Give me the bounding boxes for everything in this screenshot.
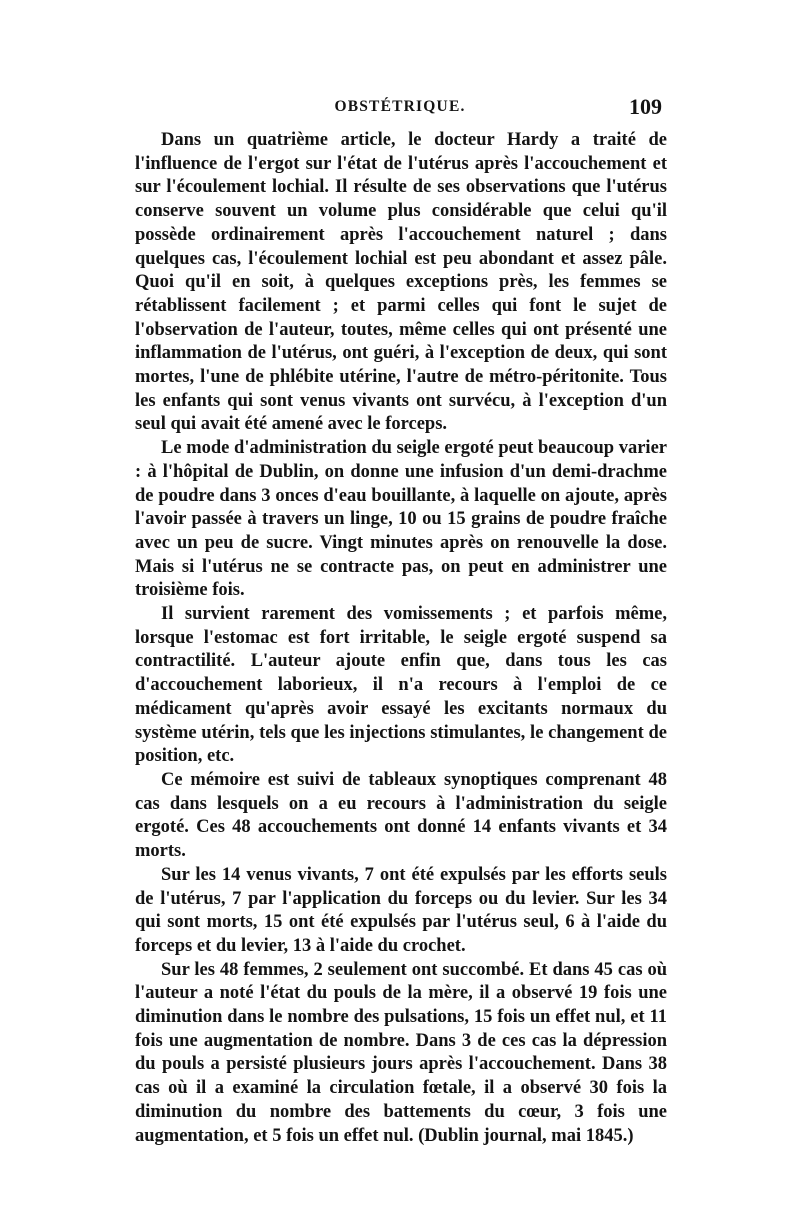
paragraph-tableaux: Ce mémoire est suivi de tableaux synoptiques comprenant 48 cas dans lesquels on a eu recours à l'administration du seigle ergoté. Ces 48 accouchements ont donné 14 enfants vivants et 34 morts. bbox=[135, 769, 667, 862]
paragraph-hardy-ergot: Dans un quatrième article, le docteur Hardy a traité de l'influence de l'ergot sur l'état de l'utérus après l'accouchement et sur l'écoulement lochial. Il résulte de ses observations que l'utérus conserve souvent un volume plus considérable que celui qu'il possède ordinairement après l'accouchement naturel ; dans quelques cas, l'écoulement lochial est peu abondant et assez pâle. Quoi qu'il en soit, à quelques exceptions près, les femmes se rétablissent facilement ; et parmi celles qui font le sujet de l'observation de l'auteur, toutes, même celles qui ont présenté une inflammation de l'utérus, ont guéri, à l'exception de deux, qui sont mortes, l'une de phlébite utérine, l'autre de métro-péritonite. Tous les enfants qui sont venus vivants ont survécu, à l'exception d'un seul qui avait été amené avec le forceps. bbox=[135, 130, 667, 435]
paragraph-administration: Le mode d'administration du seigle ergoté peut beaucoup varier : à l'hôpital de Dublin, on donne une infusion d'un demi-drachme de poudre dans 3 onces d'eau bouillante, à laquelle on ajoute, après l'avoir passée à travers un linge, 10 ou 15 grains de poudre fraîche avec un peu de sucre. Vingt minutes après on renouvelle la dose. Mais si l'utérus ne se contracte pas, on peut en administrer une troisième fois. bbox=[135, 438, 667, 601]
running-head bbox=[130, 94, 670, 122]
paragraph-femmes-pouls: Sur les 48 femmes, 2 seulement ont succombé. Et dans 45 cas où l'auteur a noté l'état du pouls de la mère, il a observé 19 fois une diminution dans le nombre des pulsations, 15 fois un effet nul, et 11 fois une augmentation de nombre. Dans 3 de ces cas la dépression du pouls a persisté plusieurs jours après l'accouchement. Dans 38 cas où il a examiné la circulation fœtale, il a observé 30 fois la diminution du nombre des battements du cœur, 3 fois une augmentation, et 5 fois un effet nul. (Dublin journal, mai 1845.) bbox=[135, 959, 667, 1146]
header-title: OBSTÉTRIQUE. bbox=[334, 98, 466, 115]
body-text bbox=[135, 129, 667, 1148]
paragraph-vomissements: Il survient rarement des vomissements ; et parfois même, lorsque l'estomac est fort irritable, le seigle ergoté suspend sa contractilité. L'auteur ajoute enfin que, dans tous les cas d'accouchement laborieux, il n'a recours à l'emploi de ce médicament qu'après avoir essayé les excitants normaux du système utérin, tels que les injections stimulantes, le changement de position, etc. bbox=[135, 604, 667, 767]
paragraph-enfants-vivants: Sur les 14 venus vivants, 7 ont été expulsés par les efforts seuls de l'utérus, 7 par l'application du forceps ou du levier. Sur les 34 qui sont morts, 15 ont été expulsés par l'utérus seul, 6 à l'aide du forceps et du levier, 13 à l'aide du crochet. bbox=[135, 864, 667, 956]
page-number: 109 bbox=[629, 94, 662, 119]
